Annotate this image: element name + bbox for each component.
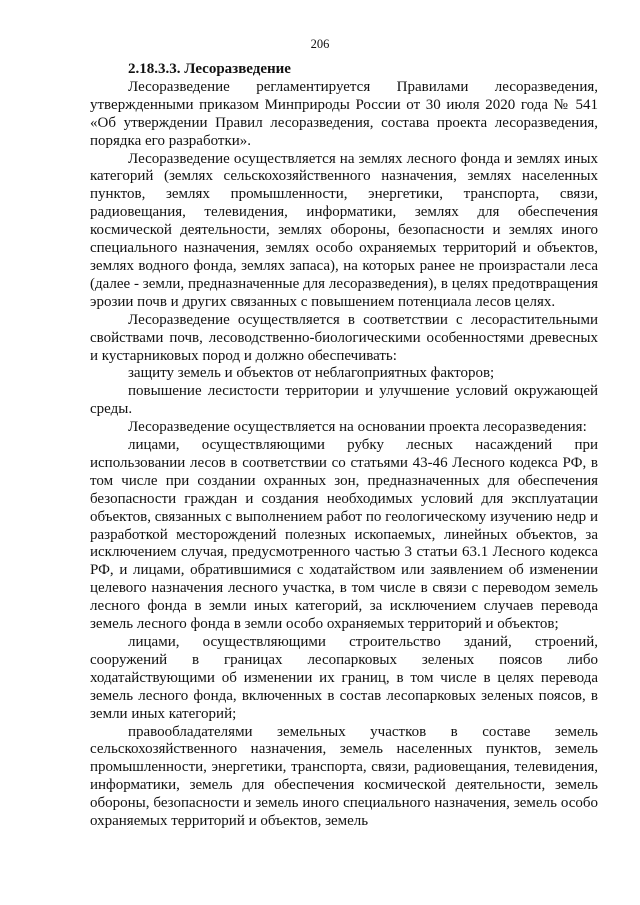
paragraph-3: Лесоразведение осуществляется в соответствии с лесорастительными свойствами почв, лесоводственно-биологическими особенностями древесных и кустарниковых пород и должно обеспечивать:: [90, 311, 598, 364]
list-item-forest-cover: повышение лесистости территории и улучшение условий окружающей среды.: [90, 383, 598, 418]
section-heading: 2.18.3.3. Лесоразведение: [128, 61, 291, 77]
list-item-logging-persons: лицами, осуществляющими рубку лесных насаждений при использовании лесов в соответствии со статьями 43-46 Лесного кодекса РФ, в том числе при создании охранных зон, предназначенных для обеспечения безопасности граждан и создания необходимых условий для эксплуатации объектов, связанных с выполнением работ по геологическому изучению недр и разработкой месторождений полезных ископаемых, линейных объектов, за исключением случая, предусмотренного частью 3 статьи 63.1 Лесного кодекса РФ, и лицами, обратившимися с ходатайством или заявлением об изменении целевого назначения лесного участка, в том числе в связи с переводом земель лесного фонда в земли иных категорий, за исключением случаев перевода земель лесного фонда в земли особо охраняемых территорий и объектов;: [90, 437, 598, 633]
paragraph-1: Лесоразведение регламентируется Правилами лесоразведения, утвержденными приказом Минприроды России от 30 июля 2020 года № 541 «Об утверждении Правил лесоразведения, состава проекта лесоразведения, порядка его разработки».: [90, 78, 598, 149]
page-number: 206: [310, 37, 330, 51]
list-item-protection: защиту земель и объектов от неблагоприятных факторов;: [128, 365, 495, 382]
list-item-land-holders: правообладателями земельных участков в составе земель сельскохозяйственного назначения, земель населенных пунктов, земель промышленности, энергетики, транспорта, связи, радиовещания, телевидения, информатики, земель для обеспечения космической деятельности, земель обороны, безопасности и земель иного специального назначения, земель особо охраняемых территорий и объектов, земель: [90, 723, 598, 830]
page-content: [90, 61, 598, 831]
paragraph-4: Лесоразведение осуществляется на основании проекта лесоразведения:: [128, 419, 587, 436]
list-item-construction-persons: лицами, осуществляющими строительство зданий, строений, сооружений в границах лесопарковых зеленых поясов либо ходатайствующими об изменении их границ, в том числе в целях перевода земель лесного фонда, включенных в состав лесопарковых зеленых поясов, в земли иных категорий;: [90, 634, 598, 722]
paragraph-2: Лесоразведение осуществляется на землях лесного фонда и землях иных категорий (землях сельскохозяйственного назначения, землях населенных пунктов, землях промышленности, энергетики, транспорта, связи, радиовещания, телевидения, информатики, землях для обеспечения космической деятельности, землях обороны, безопасности и землях иного специального назначения, землях особо охраняемых территорий и объектов, землях водного фонда, землях запаса), на которых ранее не произрастали леса (далее - земли, предназначенные для лесоразведения), в целях предотвращения эрозии почв и других связанных с повышением потенциала лесов целях.: [90, 150, 598, 310]
